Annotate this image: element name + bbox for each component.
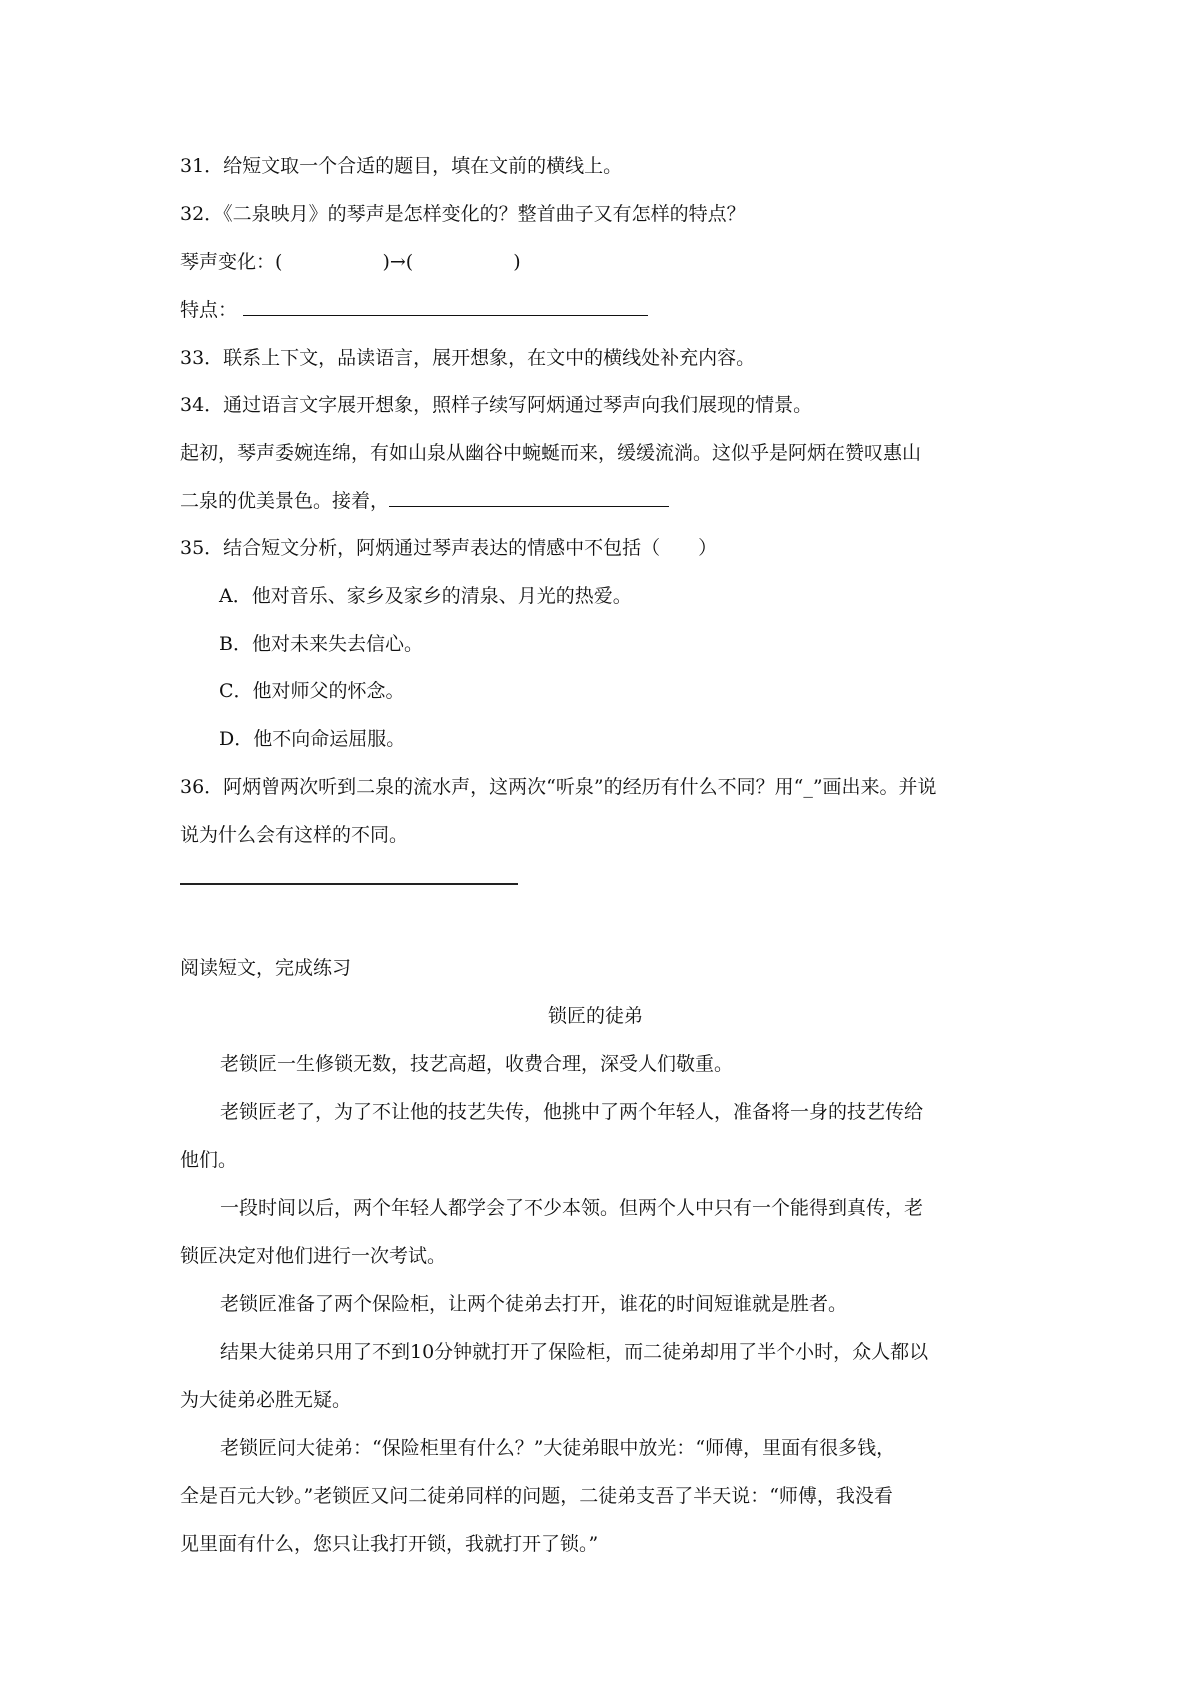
question-34: 34．通过语言文字展开想象，照样子续写阿炳通过琴声向我们展现的情景。 — [180, 394, 813, 416]
q34-sample-line-1: 起初，琴声委婉连绵，有如山泉从幽谷中蜿蜒而来，缓缓流淌。这似乎是阿炳在赞叹惠山 — [180, 442, 922, 464]
question-35: 35．结合短文分析，阿炳通过琴声表达的情感中不包括（ ） — [180, 537, 718, 559]
q32-paren-close: ) — [513, 251, 521, 273]
question-32: 32．《二泉映月》的琴声是怎样变化的？整首曲子又有怎样的特点？ — [180, 203, 746, 225]
q32-feature-line — [180, 296, 648, 324]
q32-change-label: 琴声变化： — [180, 251, 276, 273]
q34-sample-line-2 — [180, 487, 669, 515]
story-paragraph-cont: 为大徒弟必胜无疑。 — [180, 1389, 352, 1411]
option-c[interactable]: C．他对师父的怀念。 — [219, 680, 405, 702]
question-31: 31．给短文取一个合适的题目，填在文前的横线上。 — [180, 155, 623, 177]
story-paragraph: 老锁匠老了，为了不让他的技艺失传，他挑中了两个年轻人，准备将一身的技艺传给 — [220, 1101, 924, 1123]
section-intro: 阅读短文，完成练习 — [180, 957, 352, 979]
option-d[interactable]: D．他不向命运屈服。 — [219, 728, 406, 750]
story-paragraph: 一段时间以后，两个年轻人都学会了不少本领。但两个人中只有一个能得到真传，老 — [220, 1197, 924, 1219]
answer-blank[interactable] — [243, 297, 648, 316]
option-b[interactable]: B．他对未来失去信心。 — [219, 633, 423, 655]
answer-line[interactable] — [180, 883, 518, 885]
option-a[interactable]: A．他对音乐、家乡及家乡的清泉、月光的热爱。 — [219, 585, 632, 607]
question-36-line-2: 说为什么会有这样的不同。 — [180, 824, 409, 846]
question-33: 33．联系上下文，品读语言，展开想象，在文中的横线处补充内容。 — [180, 347, 756, 369]
answer-blank[interactable] — [389, 488, 669, 507]
q32-paren-mid: )→( — [382, 251, 414, 273]
q32-paren-open: ( — [275, 251, 283, 273]
story-paragraph: 老锁匠准备了两个保险柜，让两个徒弟去打开，谁花的时间短谁就是胜者。 — [220, 1293, 848, 1315]
story-title: 锁匠的徒弟 — [547, 1005, 643, 1027]
q32-change-line — [180, 248, 521, 276]
q32-feature-label: 特点： — [180, 299, 238, 321]
question-36-line-1: 36．阿炳曾两次听到二泉的流水声，这两次“听泉”的经历有什么不同？用“_”画出来。并说 — [180, 776, 937, 798]
story-paragraph-cont: 锁匠决定对他们进行一次考试。 — [180, 1245, 447, 1267]
q34-sample-text: 二泉的优美景色。接着， — [180, 490, 390, 512]
story-paragraph: 结果大徒弟只用了不到10分钟就打开了保险柜，而二徒弟却用了半个小时，众人都以 — [220, 1341, 929, 1363]
story-paragraph: 老锁匠问大徒弟：“保险柜里有什么？”大徒弟眼中放光：“师傅，里面有很多钱， — [220, 1437, 896, 1459]
story-paragraph-cont: 他们。 — [180, 1149, 238, 1171]
story-paragraph-cont: 全是百元大钞。”老锁匠又问二徒弟同样的问题，二徒弟支吾了半天说：“师傅，我没看 — [180, 1485, 893, 1507]
story-paragraph: 老锁匠一生修锁无数，技艺高超，收费合理，深受人们敬重。 — [220, 1053, 734, 1075]
story-paragraph-cont: 见里面有什么，您只让我打开锁，我就打开了锁。” — [180, 1533, 599, 1555]
